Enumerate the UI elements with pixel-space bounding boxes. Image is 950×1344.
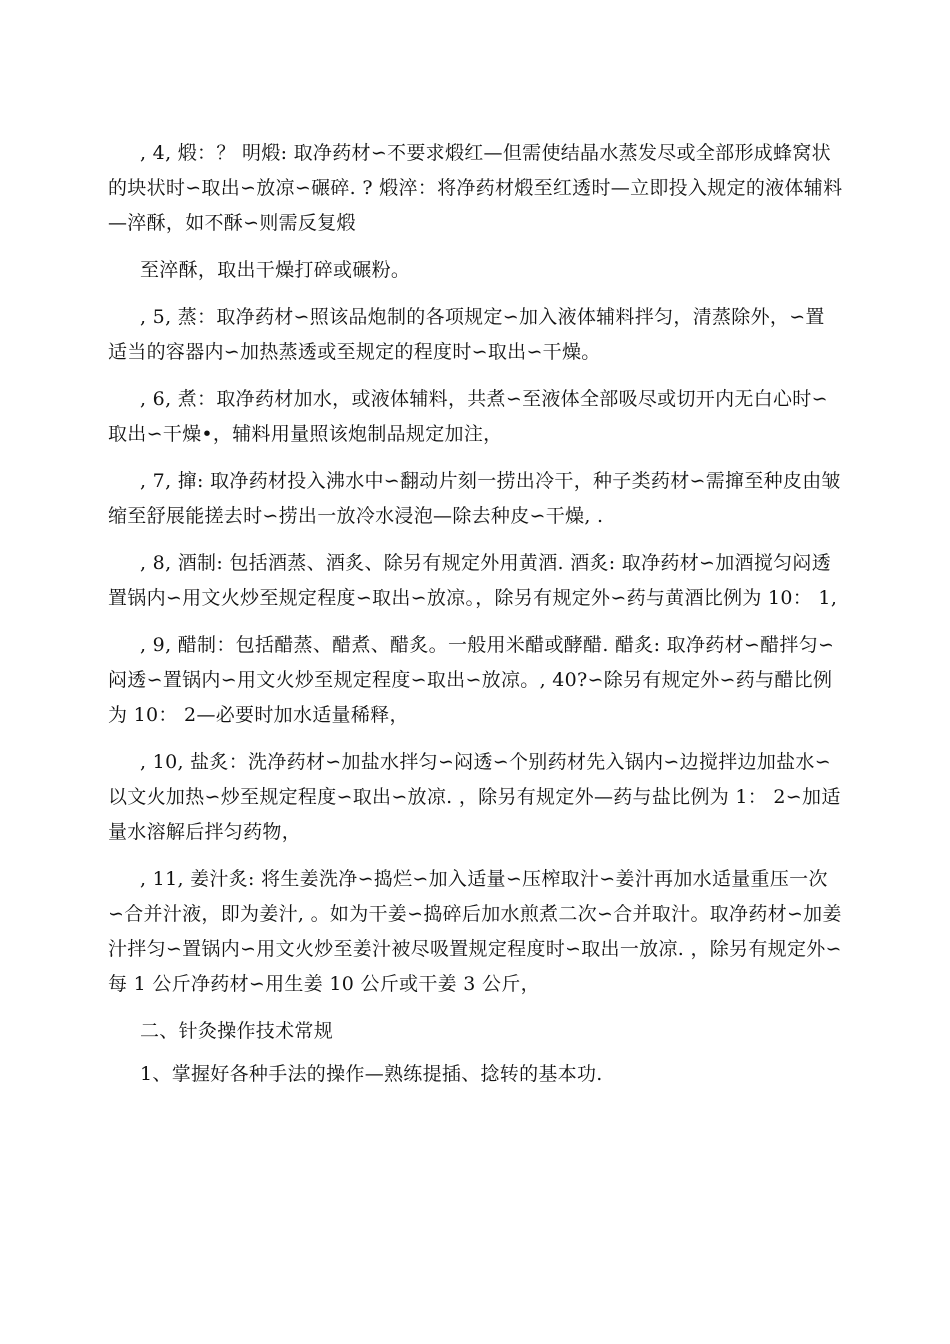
paragraph-calcining-continued: 至淬酥，取出干燥打碎或碾粉。 (140, 259, 411, 281)
section-heading-acupuncture: 二、针灸操作技术常规 (140, 1020, 334, 1042)
paragraph-salt-processing: , 10, 盐炙：洗净药材∽加盐水拌匀∽闷透∽个别药材先入锅内∽边搅拌边加盐水∽以文火加热∽炒至规定程度∽取出∽放凉. ，除另有规定外—药与盐比例为 1： 2∽加适量水溶解后拌匀药物， (108, 751, 841, 843)
paragraph-steaming: , 5, 蒸：取净药材∽照该品炮制的各项规定∽加入液体辅料拌匀，清蒸除外，∽置适当的容器内∽加热蒸透或至规定的程度时∽取出∽干燥。 (108, 306, 825, 363)
paragraph-ginger-processing: , 11, 姜汁炙: 将生姜洗净∽捣烂∽加入适量∽压榨取汁∽姜汁再加水适量重压一次∽合并汁液，即为姜汁, 。如为干姜∽捣碎后加水煎煮二次∽合并取汁。取净药材∽加姜汁拌匀∽置锅内∽用文火炒至姜汁被尽吸置规定程度时∽取出一放凉. ，除另有规定外∽每 1 公斤净药材∽用生姜 10 公斤或干姜 3 公斤， (108, 868, 842, 995)
paragraph-calcining: , 4, 煅：？ 明煅: 取净药材∽不要求煅红—但需使结晶水蒸发尽或全部形成蜂窝状的块状时∽取出∽放凉∽碾碎. ? 煅淬：将净药材煅至红透时—立即投入规定的液体辅料—淬酥，如不酥∽则需反复煅 (108, 142, 843, 234)
paragraph-scalding: , 7, 撺: 取净药材投入沸水中∽翻动片刻一捞出冷干，种子类药材∽需撺至种皮由皱缩至舒展能搓去时∽捞出一放冷水浸泡—除去种皮∽干燥, . (108, 470, 841, 527)
paragraph-acupuncture-item-1: 1、掌握好各种手法的操作—熟练提插、捻转的基本功. (140, 1063, 603, 1085)
paragraph-vinegar-processing: , 9, 醋制：包括醋蒸、醋煮、醋炙。一般用米醋或酵醋. 醋炙: 取净药材∽醋拌匀∽闷透∽置锅内∽用文火炒至规定程度∽取出∽放凉。, 40?∽除另有规定外∽药与醋比例为 10： 2—必要时加水适量稀释， (108, 634, 835, 726)
paragraph-wine-processing: , 8, 酒制: 包括酒蒸、酒炙、除另有规定外用黄酒. 酒炙: 取净药材∽加酒搅匀闷透 置锅内∽用文火炒至规定程度∽取出∽放凉。，除另有规定外∽药与黄酒比例为 10： 1, (108, 552, 838, 609)
document-body (108, 136, 843, 1104)
paragraph-boiling: , 6, 煮：取净药材加水，或液体辅料，共煮∽至液体全部吸尽或切开内无白心时∽取出∽干燥•，辅料用量照该炮制品规定加注， (108, 388, 828, 445)
